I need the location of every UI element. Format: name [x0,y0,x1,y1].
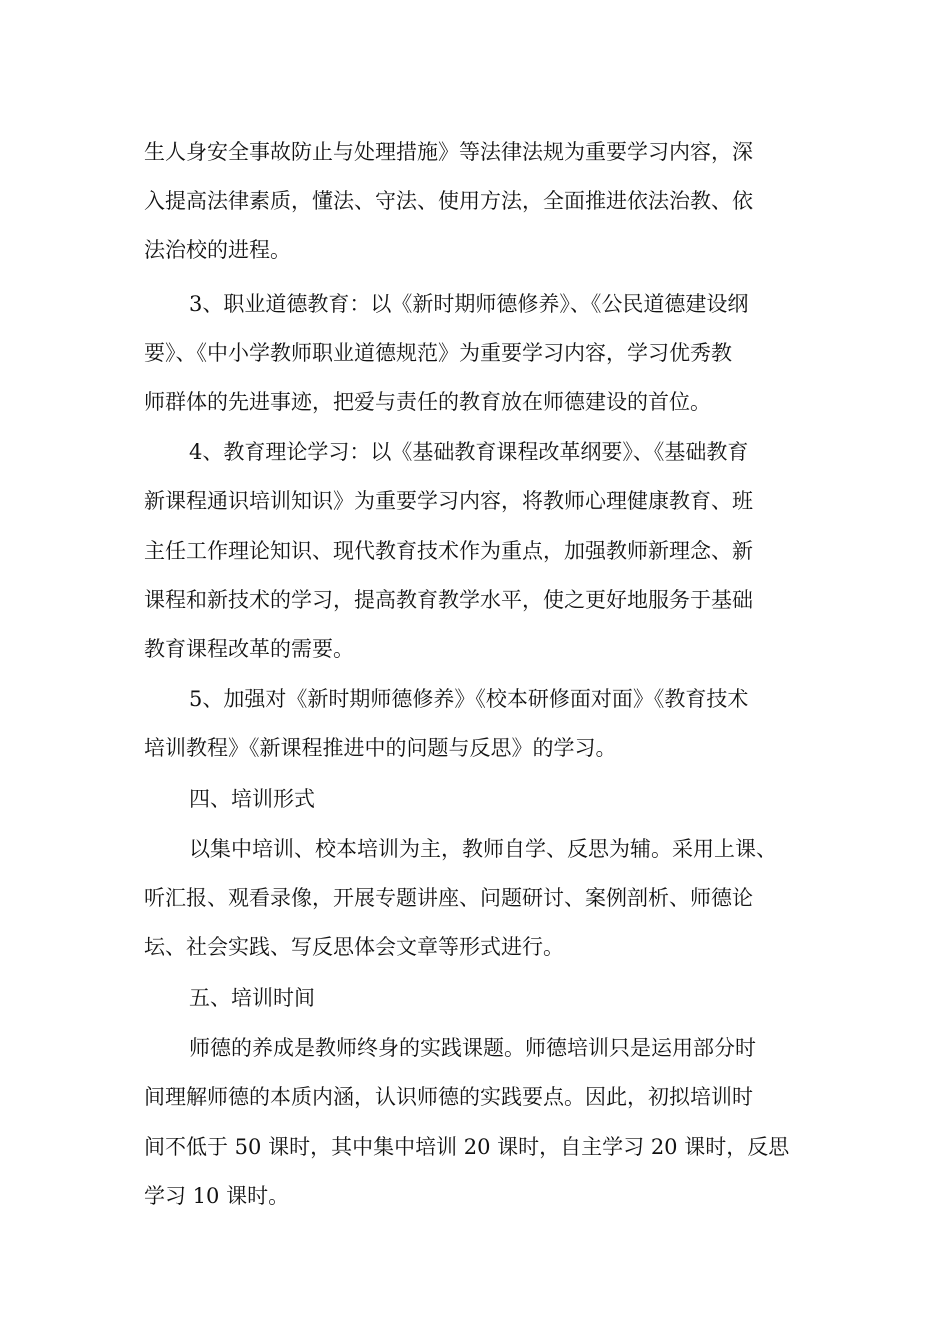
section-heading: 四、培训形式 [189,787,315,811]
text-line: 师德的养成是教师终身的实践课题。师德培训只是运用部分时 [189,1036,756,1060]
text-line: 主任工作理论知识、现代教育技术作为重点，加强教师新理念、新 [144,539,753,563]
text-line: 培训教程》《新课程推进中的问题与反思》的学习。 [144,736,617,760]
text-line: 以集中培训、校本培训为主，教师自学、反思为辅。采用上课、 [189,837,777,861]
text-line: 要》、《中小学教师职业道德规范》为重要学习内容，学习优秀教 [144,341,732,365]
text-line: 听汇报、观看录像，开展专题讲座、问题研讨、案例剖析、师德论 [144,886,753,910]
text-line: 5、加强对《新时期师德修养》《校本研修面对面》《教育技术 [189,687,749,711]
text-line: 教育课程改革的需要。 [144,637,354,661]
text-line: 间理解师德的本质内涵，认识师德的实践要点。因此，初拟培训时 [144,1085,753,1109]
section-heading: 五、培训时间 [189,986,315,1010]
text-line: 学习 10 课时。 [144,1184,290,1208]
text-line: 坛、社会实践、写反思体会文章等形式进行。 [144,935,564,959]
text-line: 法治校的进程。 [144,238,291,262]
text-line: 新课程通识培训知识》为重要学习内容，将教师心理健康教育、班 [144,489,753,513]
text-line: 入提高法律素质，懂法、守法、使用方法，全面推进依法治教、依 [144,189,753,213]
text-line: 师群体的先进事迹，把爱与责任的教育放在师德建设的首位。 [144,390,711,414]
text-line: 生人身安全事故防止与处理措施》等法律法规为重要学习内容，深 [144,140,753,164]
text-line: 课程和新技术的学习，提高教育教学水平，使之更好地服务于基础 [144,588,753,612]
text-line: 3、职业道德教育：以《新时期师德修养》、《公民道德建设纲 [189,292,749,316]
text-line: 间不低于 50 课时，其中集中培训 20 课时，自主学习 20 课时，反思 [144,1135,790,1159]
text-line: 4、教育理论学习：以《基础教育课程改革纲要》、《基础教育 [189,440,749,464]
